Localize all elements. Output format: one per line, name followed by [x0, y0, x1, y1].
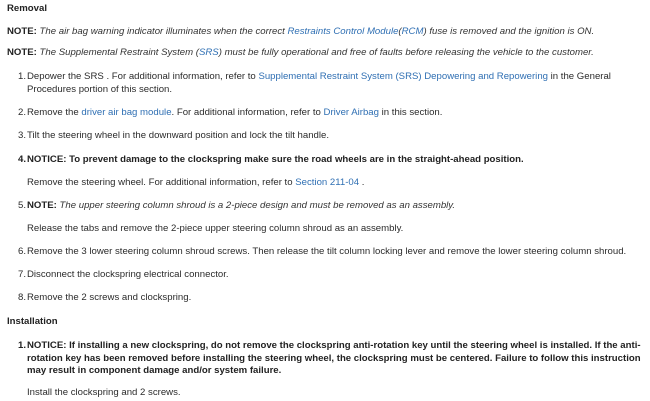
note-rcm: [7, 26, 643, 37]
section-211-04-link[interactable]: Section 211-04: [295, 177, 360, 188]
step-number: 4.: [17, 154, 26, 165]
step-text: [27, 71, 642, 96]
note-text-post: ) must be fully operational and free of faults before releasing the vehicle to the customer.: [218, 47, 594, 58]
removal-step-4-sub: [27, 177, 642, 188]
note-text: The upper steering column shroud is a 2-piece design and must be removed as an assembly.: [59, 200, 456, 211]
step-text-mid: . For additional information, refer to: [171, 107, 321, 118]
step-text-post: in this section.: [381, 107, 443, 118]
step-number: 1.: [17, 71, 26, 82]
installation-step-1-sub: Install the clockspring and 2 screws.: [27, 387, 181, 398]
note-label: NOTE:: [7, 47, 37, 58]
notice-text: NOTICE: If installing a new clockspring, do not remove the clockspring anti-rotation key until the steering wheel is installed. If the anti-rotation key has been removed before installing the steering wheel, the clockspring must be centered. Failure to follow this instruction may result in component damage and/or system failure.: [27, 340, 641, 377]
step-number: 2.: [17, 107, 26, 118]
step-text: Tilt the steering wheel in the downward position and lock the tilt handle.: [27, 130, 330, 141]
step-text: Remove the 2 screws and clockspring.: [27, 292, 192, 303]
note-srs: [7, 47, 643, 58]
rcm-link[interactable]: RCM: [401, 26, 424, 37]
step-text-post: in the General Procedures portion of this section.: [27, 71, 611, 95]
driver-air-bag-module-link[interactable]: driver air bag module: [81, 107, 172, 118]
srs-depowering-link[interactable]: Supplemental Restraint System (SRS) Depowering and Repowering: [258, 71, 548, 82]
note-paren-open: (: [398, 26, 402, 37]
step-number: 8.: [17, 292, 26, 303]
step-text: [27, 107, 642, 120]
step-text: Remove the 3 lower steering column shroud screws. Then release the tilt column locking lever and remove the lower steering column shroud.: [27, 246, 627, 257]
note-text-pre: The air bag warning indicator illuminates when the correct: [39, 26, 285, 37]
note-label: NOTE:: [27, 200, 57, 211]
step-text-pre: Depower the SRS . For additional information, refer to: [27, 71, 256, 82]
removal-heading: Removal: [7, 3, 47, 14]
step-text-pre: Remove the steering wheel. For additional information, refer to: [27, 177, 293, 188]
note-text-post: ) fuse is removed and the ignition is ON.: [423, 26, 595, 37]
restraints-control-module-link[interactable]: Restraints Control Module: [287, 26, 399, 37]
removal-step-5-sub: Release the tabs and remove the 2-piece upper steering column shroud as an assembly.: [27, 223, 404, 234]
installation-heading: Installation: [7, 316, 58, 327]
step-text: Disconnect the clockspring electrical connector.: [27, 269, 229, 280]
step-number: 3.: [17, 130, 26, 141]
note-label: NOTE:: [7, 26, 37, 37]
step-text-post: .: [361, 177, 365, 188]
notice-text: NOTICE: To prevent damage to the clockspring make sure the road wheels are in the straight-ahead position.: [27, 154, 524, 165]
step-number: 1.: [17, 340, 26, 351]
srs-link[interactable]: SRS: [198, 47, 219, 58]
driver-airbag-link[interactable]: Driver Airbag: [323, 107, 379, 118]
step-note: [27, 200, 642, 213]
step-number: 5.: [17, 200, 26, 211]
note-text-pre: The Supplemental Restraint System (: [39, 47, 199, 58]
step-number: 6.: [17, 246, 26, 257]
step-text-pre: Remove the: [27, 107, 79, 118]
step-number: 7.: [17, 269, 26, 280]
